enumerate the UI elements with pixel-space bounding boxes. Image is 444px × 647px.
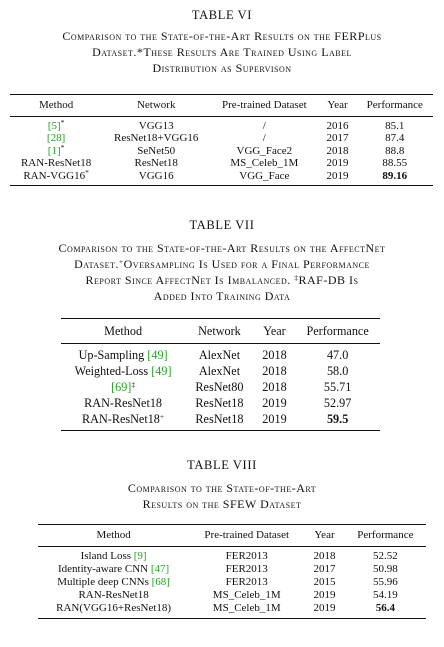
column-header: Network bbox=[136, 99, 176, 111]
column-header: Performance bbox=[306, 324, 369, 338]
column-header: Performance bbox=[366, 99, 423, 111]
caption-line: Report Since AffectNet Is Imbalanced. ‡RAF-DB Is bbox=[85, 273, 359, 287]
method-name: RAN(VGG16+ResNet18) bbox=[56, 602, 172, 614]
table-body bbox=[61, 344, 380, 431]
caption-line: Results on the SFEW Dataset bbox=[142, 497, 302, 511]
year-cell: 2018 bbox=[262, 364, 287, 378]
column-header: Year bbox=[263, 324, 286, 338]
dataset-cell: MS_Celeb_1M bbox=[230, 157, 299, 169]
method-cell bbox=[61, 363, 185, 379]
year-cell: 2019 bbox=[262, 396, 287, 410]
table-row bbox=[61, 379, 380, 395]
network-cell: VGG13 bbox=[138, 119, 174, 132]
method-cell bbox=[61, 379, 185, 395]
table-vii-caption bbox=[14, 240, 430, 304]
table-row bbox=[38, 563, 426, 576]
caption-line: Dataset.+Oversampling Is Used for a Final Performance bbox=[74, 257, 370, 271]
method-cell bbox=[10, 116, 102, 132]
year-cell: 2018 bbox=[326, 144, 349, 157]
column-header: Pre-trained Dataset bbox=[222, 99, 307, 111]
table-vi-section bbox=[0, 8, 444, 182]
performance-cell: 88.55 bbox=[382, 157, 408, 169]
method-name: Up-Sampling bbox=[78, 348, 148, 362]
dataset-cell: VGG_Face bbox=[239, 169, 290, 182]
year-cell: 2015 bbox=[313, 576, 336, 588]
table-row bbox=[10, 170, 433, 186]
column-header: Year bbox=[327, 99, 348, 111]
dataset-cell: / bbox=[262, 119, 266, 132]
method-cell bbox=[61, 395, 185, 411]
method-cell bbox=[38, 589, 189, 602]
method-name: Island Loss bbox=[80, 550, 134, 562]
method-name: RAN-ResNet18 bbox=[84, 396, 163, 410]
table-row bbox=[61, 395, 380, 411]
header-row bbox=[10, 95, 433, 117]
table-viii-title: TABLE VIII bbox=[187, 458, 257, 472]
column-header: Network bbox=[198, 324, 241, 338]
table-body bbox=[10, 116, 433, 186]
performance-cell: 55.71 bbox=[323, 380, 352, 394]
caption-line: Distribution as Supervison bbox=[152, 61, 292, 75]
method-name: Identity-aware CNN bbox=[58, 563, 151, 575]
network-cell: AlexNet bbox=[198, 348, 241, 362]
method-name: Multiple deep CNNs bbox=[57, 576, 152, 588]
network-cell: ResNet18 bbox=[134, 157, 178, 169]
citation-link: [9] bbox=[133, 550, 147, 562]
performance-cell: 89.16 bbox=[382, 169, 408, 182]
performance-cell: 52.52 bbox=[372, 550, 398, 562]
footnote-mark: ‡ bbox=[131, 380, 136, 389]
performance-cell: 50.98 bbox=[372, 563, 398, 575]
method-cell bbox=[10, 142, 102, 158]
method-cell bbox=[61, 344, 185, 364]
year-cell: 2018 bbox=[262, 348, 287, 362]
table-vi bbox=[10, 94, 433, 186]
network-cell: ResNet80 bbox=[195, 380, 244, 394]
table-body bbox=[38, 547, 426, 619]
table-row bbox=[10, 116, 433, 132]
performance-cell: 52.97 bbox=[323, 396, 352, 410]
header-row bbox=[61, 319, 380, 344]
year-cell: 2017 bbox=[326, 132, 349, 144]
network-cell: ResNet18 bbox=[195, 412, 244, 426]
dataset-cell: MS_Celeb_1M bbox=[212, 589, 281, 601]
year-cell: 2018 bbox=[313, 550, 336, 562]
network-cell: VGG16 bbox=[138, 169, 174, 182]
caption-line: Added Into Training Data bbox=[153, 289, 291, 303]
footnote-mark: * bbox=[60, 117, 65, 127]
performance-cell: 88.8 bbox=[385, 144, 405, 157]
column-header: Method bbox=[96, 529, 131, 541]
table-vii-section bbox=[0, 218, 444, 426]
table-row bbox=[10, 132, 433, 145]
network-cell: ResNet18+VGG16 bbox=[113, 132, 199, 144]
performance-cell: 54.19 bbox=[372, 589, 398, 601]
citation-link: [5] bbox=[47, 119, 61, 132]
table-viii-section bbox=[0, 458, 444, 614]
method-name: RAN-ResNet18 bbox=[20, 157, 92, 169]
table-row bbox=[38, 547, 426, 564]
year-cell: 2019 bbox=[313, 602, 336, 614]
dataset-cell: FER2013 bbox=[225, 550, 268, 562]
year-cell: 2018 bbox=[262, 380, 287, 394]
method-name: Weighted-Loss bbox=[74, 364, 152, 378]
table-row bbox=[61, 344, 380, 364]
column-header: Method bbox=[38, 99, 74, 111]
year-cell: 2017 bbox=[313, 563, 336, 575]
performance-cell: 87.4 bbox=[385, 132, 405, 144]
year-cell: 2016 bbox=[326, 119, 349, 132]
citation-link: [47] bbox=[150, 563, 170, 575]
dataset-cell: VGG_Face2 bbox=[236, 144, 293, 157]
citation-link: [49] bbox=[151, 364, 172, 378]
network-cell: SeNet50 bbox=[137, 144, 176, 157]
table-viii bbox=[38, 524, 426, 619]
caption-line: Comparison to the State-of-the-Art bbox=[127, 481, 317, 495]
citation-link: [28] bbox=[46, 132, 66, 144]
header-row bbox=[38, 525, 426, 547]
method-cell bbox=[10, 132, 102, 145]
table-vii bbox=[61, 318, 380, 431]
column-header: Year bbox=[314, 529, 335, 541]
dataset-cell: / bbox=[262, 132, 266, 144]
performance-cell: 58.0 bbox=[326, 364, 349, 378]
citation-link: [49] bbox=[147, 348, 168, 362]
column-header: Performance bbox=[357, 529, 414, 541]
caption-line: Dataset.*These Results Are Trained Using Label bbox=[92, 45, 352, 59]
dataset-cell: MS_Celeb_1M bbox=[212, 602, 281, 614]
performance-cell: 85.1 bbox=[385, 119, 405, 132]
table-row bbox=[10, 157, 433, 170]
network-cell: AlexNet bbox=[198, 364, 241, 378]
footnote-mark: * bbox=[60, 142, 65, 152]
table-row bbox=[10, 145, 433, 158]
year-cell: 2019 bbox=[326, 157, 349, 169]
year-cell: 2019 bbox=[326, 169, 349, 182]
method-name: RAN-ResNet18 bbox=[78, 589, 149, 601]
method-cell bbox=[61, 411, 185, 431]
table-viii-caption bbox=[14, 480, 430, 512]
year-cell: 2019 bbox=[262, 412, 287, 426]
year-cell: 2019 bbox=[313, 589, 336, 601]
caption-line: Comparison to the State-of-the-Art Results on the FERPlus bbox=[62, 29, 382, 43]
dataset-cell: FER2013 bbox=[225, 563, 268, 575]
table-row bbox=[61, 411, 380, 431]
method-cell bbox=[10, 167, 102, 186]
citation-link: [68] bbox=[151, 576, 170, 588]
performance-cell: 55.96 bbox=[372, 576, 398, 588]
citation-link: [1] bbox=[47, 144, 61, 157]
performance-cell: 47.0 bbox=[326, 348, 349, 362]
footnote-mark: + bbox=[159, 412, 165, 421]
column-header: Pre-trained Dataset bbox=[204, 529, 290, 541]
performance-cell: 56.4 bbox=[375, 602, 395, 614]
footnote-mark: * bbox=[85, 167, 89, 177]
table-row bbox=[38, 589, 426, 602]
caption-line: Comparison to the State-of-the-Art Results on the AffectNet bbox=[58, 241, 386, 255]
table-row bbox=[61, 363, 380, 379]
citation-link: [69] bbox=[111, 380, 132, 394]
table-vii-title: TABLE VII bbox=[189, 218, 255, 232]
method-name: RAN-VGG16 bbox=[23, 169, 86, 182]
method-cell bbox=[38, 602, 189, 619]
performance-cell: 59.5 bbox=[326, 412, 349, 426]
table-row bbox=[38, 576, 426, 589]
method-cell bbox=[38, 563, 189, 576]
method-name: RAN-ResNet18 bbox=[82, 412, 160, 426]
table-row bbox=[38, 602, 426, 619]
dataset-cell: FER2013 bbox=[225, 576, 268, 588]
network-cell: ResNet18 bbox=[195, 396, 244, 410]
method-cell bbox=[38, 576, 189, 589]
table-vi-title: TABLE VI bbox=[191, 8, 253, 22]
method-cell bbox=[38, 547, 189, 564]
column-header: Method bbox=[104, 324, 143, 338]
table-vi-caption bbox=[14, 28, 430, 76]
